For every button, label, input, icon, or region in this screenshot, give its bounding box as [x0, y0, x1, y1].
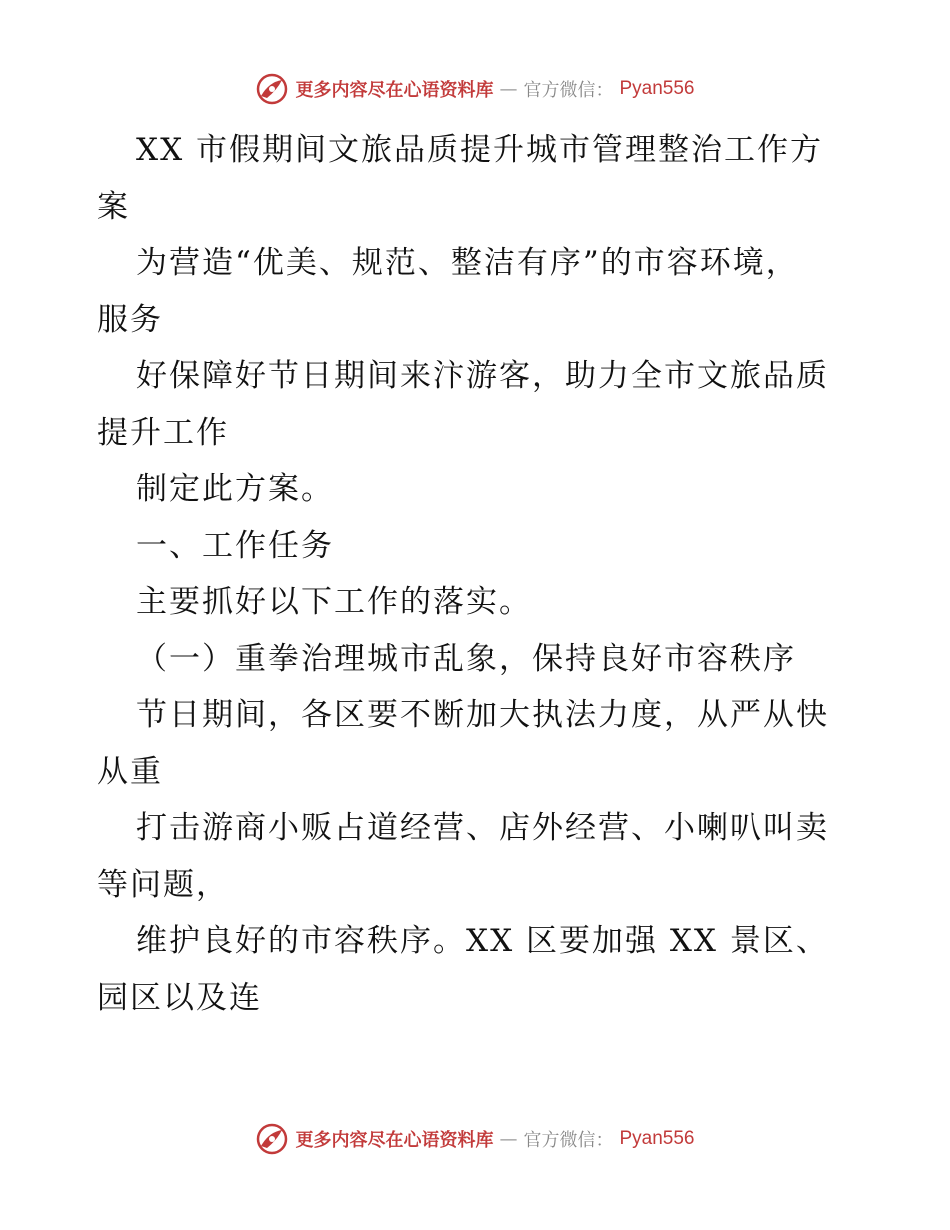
document-line: （一）重拳治理城市乱象，保持良好市容秩序: [136, 640, 796, 677]
document-line: 服务: [97, 301, 163, 338]
pen-nib-circle-icon: [255, 72, 289, 106]
header-wechat-id: Pyan556: [619, 78, 695, 99]
footer-wechat-id: Pyan556: [619, 1128, 695, 1149]
document-line: 一、工作任务: [136, 527, 334, 564]
document-line: 主要抓好以下工作的落实。: [136, 584, 532, 620]
header-wechat-label: 官方微信：: [523, 80, 614, 101]
document-line: 节日期间，各区要不断加大执法力度，从严从快: [136, 697, 829, 733]
footer-slogan: 更多内容尽在心语资料库: [295, 1130, 494, 1151]
document-line: 制定此方案。: [136, 471, 334, 507]
document-line: 维护良好的市容秩序。XX 区要加强 XX 景区、: [136, 923, 829, 959]
document-body: [97, 122, 857, 1026]
document-line: 从重: [97, 753, 163, 790]
footer-separator: —: [499, 1128, 518, 1150]
header-banner: [0, 72, 950, 106]
pen-nib-circle-icon: [255, 1122, 289, 1156]
document-line: XX 市假期间文旅品质提升城市管理整治工作方: [136, 132, 823, 168]
document-line: 打击游商小贩占道经营、店外经营、小喇叭叫卖: [136, 810, 829, 846]
footer-banner: [0, 1122, 950, 1156]
footer-wechat-label: 官方微信：: [523, 1130, 614, 1151]
document-line: 为营造“优美、规范、整洁有序”的市容环境，: [136, 245, 799, 281]
document-line: 好保障好节日期间来汴游客，助力全市文旅品质: [136, 358, 829, 394]
header-separator: —: [499, 78, 518, 100]
document-line: 园区以及连: [97, 979, 262, 1016]
document-line: 等问题，: [97, 866, 229, 903]
document-line: 案: [97, 188, 130, 225]
header-slogan: 更多内容尽在心语资料库: [295, 80, 494, 101]
document-line: 提升工作: [97, 414, 229, 451]
